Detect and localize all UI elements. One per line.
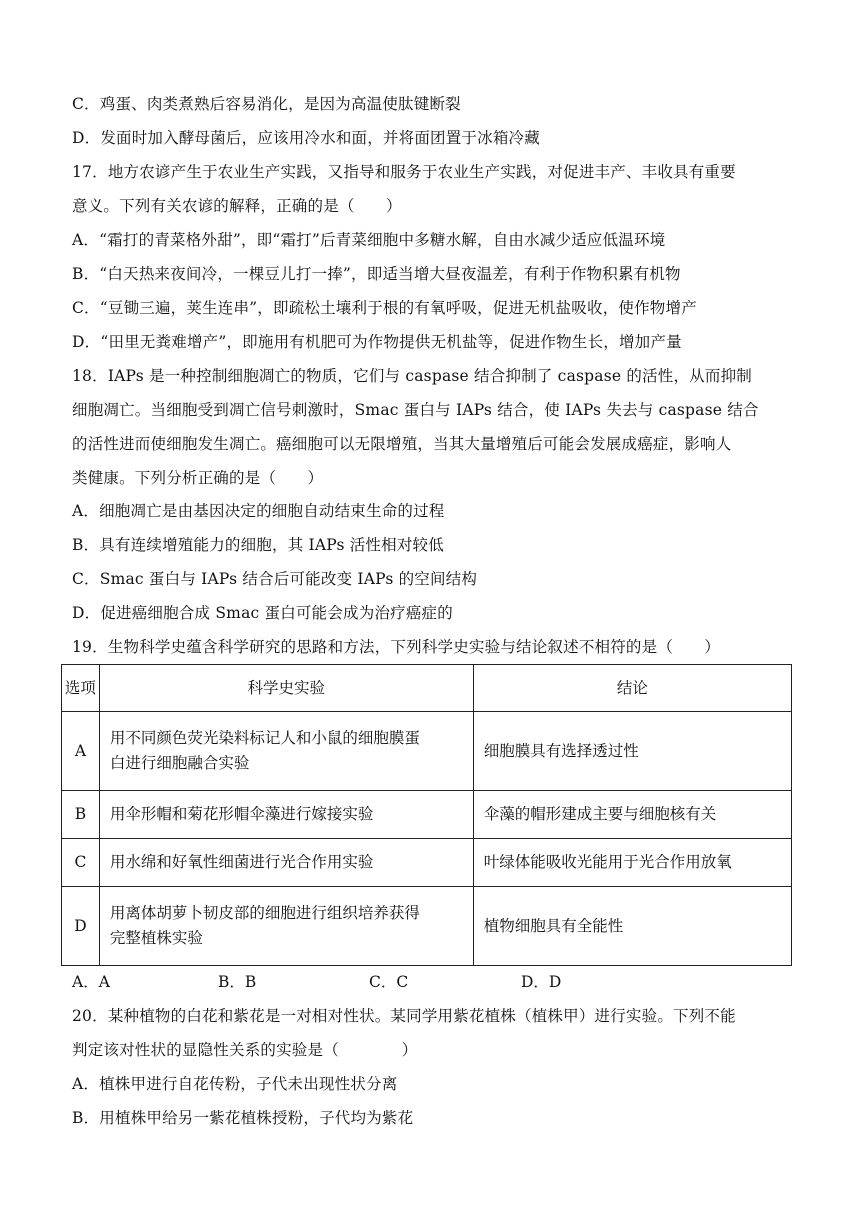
q19-stem: 19．生物科学史蕴含科学研究的思路和方法，下列科学史实验与结论叙述不相符的是（ ） — [72, 638, 721, 656]
q20-option-a: A．植株甲进行自花传粉，子代未出现性状分离 — [72, 1075, 398, 1093]
q19-option-d: D．D — [521, 973, 562, 991]
experiment-line: 用水绵和好氧性细菌进行光合作用实验 — [109, 853, 374, 871]
table-row — [62, 791, 792, 839]
q17-option-b: B．“白天热来夜间冷，一棵豆儿打一捧”，即适当增大昼夜温差，有利于作物积累有机物 — [72, 265, 681, 283]
q17-option-c: C．“豆锄三遍，荚生连串”，即疏松土壤利于根的有氧呼吸，促进无机盐吸收，使作物增产 — [72, 299, 697, 317]
header-option: 选项 — [62, 665, 100, 712]
row-option: C — [62, 839, 100, 887]
row-conclusion: 伞藻的帽形建成主要与细胞核有关 — [473, 791, 791, 839]
q18-option-c: C．Smac 蛋白与 IAPs 结合后可能改变 IAPs 的空间结构 — [72, 570, 478, 588]
row-option: A — [62, 712, 100, 791]
q20-stem-line1: 20．某种植物的白花和紫花是一对相对性状。某同学用紫花植株（植株甲）进行实验。下列不能 — [72, 1007, 736, 1025]
q17-stem-line1: 17．地方农谚产生于农业生产实践，又指导和服务于农业生产实践，对促进丰产、丰收具有重要 — [72, 163, 736, 181]
q20-stem-line2: 判定该对性状的显隐性关系的实验是（ ） — [72, 1041, 418, 1059]
q20-option-b: B．用植株甲给另一紫花植株授粉，子代均为紫花 — [72, 1109, 414, 1127]
row-conclusion: 细胞膜具有选择透过性 — [473, 712, 791, 791]
q18-stem-line3: 的活性进而使细胞发生凋亡。癌细胞可以无限增殖，当其大量增殖后可能会发展成癌症，影响人 — [72, 435, 732, 453]
q17-option-d: D．“田里无粪难增产”，即施用有机肥可为作物提供无机盐等，促进作物生长，增加产量 — [72, 333, 682, 351]
q16-option-d: D．发面时加入酵母菌后，应该用冷水和面，并将面团置于冰箱冷藏 — [72, 129, 540, 147]
table-header-row — [62, 665, 792, 712]
table-row — [62, 712, 792, 791]
experiment-line: 白进行细胞融合实验 — [109, 754, 250, 772]
experiment-line: 用伞形帽和菊花形帽伞藻进行嫁接实验 — [109, 805, 374, 823]
q19-option-c: C．C — [369, 973, 409, 991]
header-experiment: 科学史实验 — [99, 665, 473, 712]
row-experiment — [99, 791, 473, 839]
q18-option-b: B．具有连续增殖能力的细胞，其 IAPs 活性相对较低 — [72, 536, 444, 554]
row-experiment — [99, 887, 473, 966]
experiment-line: 用离体胡萝卜韧皮部的细胞进行组织培养获得 — [109, 904, 420, 922]
q18-stem-line2: 细胞凋亡。当细胞受到凋亡信号刺激时，Smac 蛋白与 IAPs 结合，使 IAPs 失去与 caspase 结合 — [72, 401, 759, 419]
science-history-table — [61, 664, 792, 966]
experiment-line: 用不同颜色荧光染料标记人和小鼠的细胞膜蛋 — [109, 729, 420, 747]
q19-option-a: A．A — [72, 973, 110, 991]
table-row — [62, 839, 792, 887]
q17-option-a: A．“霜打的青菜格外甜”，即“霜打”后青菜细胞中多糖水解，自由水减少适应低温环境 — [72, 231, 666, 249]
row-option: B — [62, 791, 100, 839]
row-conclusion: 叶绿体能吸收光能用于光合作用放氧 — [473, 839, 791, 887]
table-row — [62, 887, 792, 966]
row-conclusion: 植物细胞具有全能性 — [473, 887, 791, 966]
header-conclusion: 结论 — [473, 665, 791, 712]
experiment-line: 完整植株实验 — [109, 929, 203, 947]
q18-stem-line1: 18．IAPs 是一种控制细胞凋亡的物质，它们与 caspase 结合抑制了 caspase 的活性，从而抑制 — [72, 367, 752, 385]
row-experiment — [99, 839, 473, 887]
q17-stem-line2: 意义。下列有关农谚的解释，正确的是（ ） — [72, 197, 402, 215]
row-option: D — [62, 887, 100, 966]
q16-option-c: C．鸡蛋、肉类煮熟后容易消化，是因为高温使肽键断裂 — [72, 95, 461, 113]
row-experiment — [99, 712, 473, 791]
q19-option-b: B．B — [218, 973, 257, 991]
q18-option-a: A．细胞凋亡是由基因决定的细胞自动结束生命的过程 — [72, 502, 445, 520]
q18-stem-line4: 类健康。下列分析正确的是（ ） — [72, 469, 324, 487]
q18-option-d: D．促进癌细胞合成 Smac 蛋白可能会成为治疗癌症的 — [72, 604, 453, 622]
